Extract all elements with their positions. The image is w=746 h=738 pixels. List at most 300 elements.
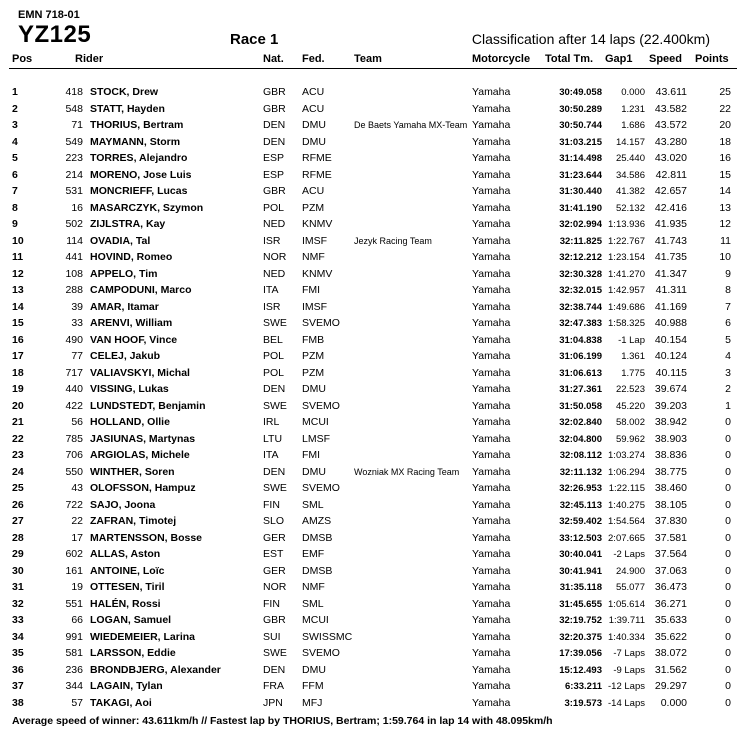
table-row: [9, 235, 737, 251]
rider-cell: ANTOINE, Loïc: [90, 564, 165, 577]
number-cell: 422: [65, 399, 83, 412]
speed-cell: 42.657: [654, 185, 687, 197]
motorcycle-cell: Yamaha: [472, 119, 511, 131]
nat-cell: SLO: [263, 515, 285, 527]
number-cell: 71: [71, 119, 83, 131]
motorcycle-cell: Yamaha: [472, 548, 511, 560]
total-time-cell: 32:47.383: [559, 318, 602, 329]
speed-cell: 37.581: [654, 531, 687, 544]
pos-cell: 6: [12, 168, 18, 181]
col-fed: Fed.: [302, 53, 325, 65]
number-cell: 57: [71, 696, 83, 709]
pos-cell: 17: [12, 350, 24, 362]
motorcycle-cell: Yamaha: [472, 383, 511, 395]
gap-cell: 1:03.274: [608, 450, 645, 461]
fed-cell: FMB: [302, 333, 325, 346]
nat-cell: FRA: [263, 680, 284, 692]
nat-cell: SUI: [263, 630, 281, 643]
fed-cell: MCUI: [302, 614, 329, 626]
total-time-cell: 31:06.199: [559, 351, 602, 362]
nat-cell: SWE: [263, 399, 287, 412]
motorcycle-cell: Yamaha: [472, 432, 511, 445]
gap-cell: 1:39.711: [608, 615, 645, 626]
gap-cell: 1:49.686: [608, 301, 645, 313]
speed-cell: 38.105: [654, 498, 687, 511]
points-cell: 0: [725, 696, 731, 709]
speed-cell: 43.020: [654, 152, 687, 164]
speed-cell: 41.935: [654, 218, 687, 230]
nat-cell: ITA: [263, 449, 279, 461]
total-time-cell: 32:26.953: [559, 483, 602, 494]
speed-cell: 37.564: [654, 548, 687, 560]
rider-cell: VISSING, Lukas: [90, 383, 169, 395]
points-cell: 0: [725, 597, 731, 610]
gap-cell: -2 Laps: [613, 549, 645, 560]
motorcycle-cell: Yamaha: [472, 614, 511, 626]
table-row: [9, 499, 737, 515]
pos-cell: 14: [12, 300, 24, 313]
points-cell: 0: [725, 663, 731, 676]
fed-cell: RFME: [302, 152, 332, 164]
classification-subtitle: Classification after 14 laps (22.400km): [471, 31, 710, 47]
rider-cell: APPELO, Tim: [90, 267, 158, 280]
speed-cell: 39.674: [654, 383, 687, 395]
speed-cell: 41.311: [655, 284, 687, 296]
number-cell: 991: [65, 630, 83, 643]
event-code: EMN 718-01: [18, 9, 80, 21]
points-cell: 2: [725, 383, 731, 395]
nat-cell: ISR: [263, 234, 281, 247]
total-time-cell: 30:40.041: [559, 549, 602, 560]
motorcycle-cell: Yamaha: [472, 317, 511, 329]
points-cell: 25: [719, 86, 731, 98]
nat-cell: NED: [263, 218, 286, 230]
points-cell: 0: [725, 465, 731, 478]
nat-cell: DEN: [263, 119, 286, 131]
pos-cell: 27: [12, 515, 24, 527]
gap-cell: 22.523: [615, 384, 645, 395]
table-row: [9, 449, 737, 465]
gap-cell: 1:22.767: [608, 235, 645, 247]
pos-cell: 1: [12, 86, 18, 98]
pos-cell: 21: [12, 416, 24, 428]
total-time-cell: 32:08.112: [559, 450, 602, 461]
speed-cell: 38.903: [654, 432, 687, 445]
pos-cell: 20: [12, 399, 24, 412]
nat-cell: NOR: [263, 581, 287, 593]
pos-cell: 5: [12, 152, 18, 164]
total-time-cell: 31:03.215: [559, 136, 602, 148]
total-time-cell: 32:45.113: [559, 499, 602, 511]
points-cell: 0: [725, 531, 731, 544]
pos-cell: 34: [12, 630, 24, 643]
table-row: [9, 647, 737, 663]
motorcycle-cell: Yamaha: [472, 366, 511, 379]
table-row: [9, 680, 737, 696]
rider-cell: TORRES, Alejandro: [90, 152, 188, 164]
rider-cell: MONCRIEFF, Lucas: [90, 185, 188, 197]
speed-cell: 35.633: [654, 614, 687, 626]
points-cell: 6: [725, 317, 731, 329]
number-cell: 550: [65, 465, 83, 478]
total-time-cell: 32:32.015: [559, 285, 602, 296]
gap-cell: 1.775: [621, 367, 645, 379]
nat-cell: BEL: [263, 333, 283, 346]
number-cell: 549: [65, 135, 83, 148]
pos-cell: 2: [12, 102, 18, 115]
table-row: [9, 185, 737, 201]
speed-cell: 38.942: [654, 416, 687, 428]
gap-cell: 52.132: [615, 202, 645, 214]
rider-cell: OLOFSSON, Hampuz: [90, 482, 196, 494]
gap-cell: 1.361: [621, 351, 645, 362]
points-cell: 4: [725, 350, 731, 362]
table-row: [9, 383, 737, 399]
motorcycle-cell: Yamaha: [472, 630, 511, 643]
rider-cell: HALÉN, Rossi: [90, 597, 161, 610]
number-cell: 531: [65, 185, 83, 197]
motorcycle-cell: Yamaha: [472, 597, 511, 610]
speed-cell: 43.280: [654, 135, 687, 148]
number-cell: 214: [65, 168, 83, 181]
table-row: [9, 614, 737, 630]
gap-cell: 1.231: [621, 103, 645, 115]
nat-cell: LTU: [263, 432, 283, 445]
number-cell: 17: [71, 531, 83, 544]
total-time-cell: 32:04.800: [559, 433, 602, 445]
table-row: [9, 482, 737, 498]
fed-cell: DMSB: [302, 564, 333, 577]
motorcycle-cell: Yamaha: [472, 564, 511, 577]
gap-cell: 1:23.154: [608, 252, 645, 263]
total-time-cell: 30:41.941: [559, 565, 602, 577]
points-cell: 0: [725, 449, 731, 461]
speed-cell: 37.063: [654, 564, 687, 577]
motorcycle-cell: Yamaha: [472, 449, 511, 461]
pos-cell: 28: [12, 531, 24, 544]
table-row: [9, 466, 737, 482]
gap-cell: 41.382: [615, 186, 645, 197]
motorcycle-cell: Yamaha: [472, 482, 511, 494]
total-time-cell: 32:59.402: [559, 516, 602, 527]
pos-cell: 4: [12, 135, 18, 148]
gap-cell: 45.220: [615, 400, 645, 412]
fed-cell: FMI: [302, 449, 321, 461]
points-cell: 22: [719, 102, 731, 115]
fed-cell: NMF: [302, 581, 325, 593]
pos-cell: 22: [12, 432, 24, 445]
speed-cell: 41.735: [654, 251, 687, 263]
fed-cell: AMZS: [302, 515, 332, 527]
points-cell: 0: [725, 482, 731, 494]
total-time-cell: 31:23.644: [559, 169, 602, 181]
table-row: [9, 284, 737, 300]
pos-cell: 13: [12, 284, 24, 296]
total-time-cell: 32:11.132: [559, 466, 602, 478]
table-row: [9, 301, 737, 317]
fed-cell: ACU: [302, 86, 325, 98]
total-time-cell: 3:19.573: [564, 697, 602, 709]
nat-cell: SWE: [263, 647, 287, 659]
rider-cell: ZAFRAN, Timotej: [90, 515, 177, 527]
speed-cell: 41.169: [654, 300, 687, 313]
rider-cell: HOVIND, Romeo: [90, 251, 173, 263]
nat-cell: NED: [263, 267, 286, 280]
rider-cell: STOCK, Drew: [90, 86, 159, 98]
fed-cell: NMF: [302, 251, 325, 263]
motorcycle-cell: Yamaha: [472, 498, 511, 511]
speed-cell: 42.811: [655, 168, 687, 181]
table-row: [9, 218, 737, 234]
nat-cell: POL: [263, 201, 285, 214]
nat-cell: SWE: [263, 317, 287, 329]
points-cell: 0: [725, 680, 731, 692]
number-cell: 602: [65, 548, 83, 560]
gap-cell: 1:42.957: [608, 285, 645, 296]
rider-cell: LAGAIN, Tylan: [90, 680, 163, 692]
number-cell: 161: [65, 564, 83, 577]
table-row: [9, 350, 737, 366]
gap-cell: 24.900: [615, 565, 645, 577]
motorcycle-cell: Yamaha: [472, 300, 511, 313]
speed-cell: 36.271: [654, 597, 687, 610]
points-cell: 0: [725, 515, 731, 527]
rider-cell: ARGIOLAS, Michele: [90, 449, 190, 461]
total-time-cell: 31:50.058: [559, 400, 602, 412]
fed-cell: KNMV: [302, 218, 333, 230]
nat-cell: ITA: [263, 284, 279, 296]
gap-cell: 59.962: [615, 433, 645, 445]
motorcycle-cell: Yamaha: [472, 333, 511, 346]
points-cell: 11: [720, 234, 731, 247]
rider-cell: WINTHER, Soren: [90, 465, 175, 478]
table-row: [9, 251, 737, 267]
pos-cell: 12: [12, 267, 24, 280]
col-gap: Gap1: [605, 53, 633, 65]
motorcycle-cell: Yamaha: [472, 416, 511, 428]
rider-cell: LOGAN, Samuel: [90, 614, 172, 626]
rider-cell: ZIJLSTRA, Kay: [90, 218, 166, 230]
number-cell: 108: [65, 267, 83, 280]
pos-cell: 35: [12, 647, 24, 659]
col-motorcycle: Motorcycle: [472, 53, 531, 65]
points-cell: 0: [725, 432, 731, 445]
points-cell: 20: [719, 119, 731, 131]
motorcycle-cell: Yamaha: [472, 218, 511, 230]
rider-cell: THORIUS, Bertram: [90, 119, 184, 131]
pos-cell: 11: [12, 251, 24, 263]
gap-cell: 25.440: [615, 153, 645, 164]
fed-cell: IMSF: [302, 300, 328, 313]
rider-cell: WIEDEMEIER, Larina: [90, 630, 196, 643]
table-row: [9, 334, 737, 350]
race-title: Race 1: [230, 31, 279, 48]
rider-cell: JASIUNAS, Martynas: [90, 432, 196, 445]
col-team: Team: [354, 53, 382, 65]
number-cell: 440: [65, 383, 83, 395]
total-time-cell: 31:41.190: [559, 202, 602, 214]
table-row: [9, 119, 737, 135]
total-time-cell: 30:50.744: [559, 120, 602, 131]
number-cell: 548: [65, 102, 83, 115]
number-cell: 66: [71, 614, 83, 626]
fed-cell: EMF: [302, 548, 325, 560]
table-row: [9, 598, 737, 614]
number-cell: 39: [71, 300, 83, 313]
total-time-cell: 31:06.613: [559, 367, 602, 379]
points-cell: 13: [719, 201, 731, 214]
motorcycle-cell: Yamaha: [472, 531, 511, 544]
motorcycle-cell: Yamaha: [472, 350, 511, 362]
motorcycle-cell: Yamaha: [472, 284, 511, 296]
fed-cell: SWISSMC: [302, 630, 353, 643]
number-cell: 43: [71, 482, 83, 494]
table-row: [9, 169, 737, 185]
number-cell: 77: [71, 350, 83, 362]
motorcycle-cell: Yamaha: [472, 647, 511, 659]
total-time-cell: 31:30.440: [559, 186, 602, 197]
nat-cell: FIN: [263, 597, 280, 610]
pos-cell: 8: [12, 201, 18, 214]
rider-cell: CAMPODUNI, Marco: [90, 284, 192, 296]
points-cell: 14: [719, 185, 731, 197]
motorcycle-cell: Yamaha: [472, 152, 511, 164]
gap-cell: -1 Lap: [618, 334, 645, 346]
nat-cell: POL: [263, 350, 285, 362]
rider-cell: AMAR, Itamar: [90, 300, 159, 313]
points-cell: 18: [719, 135, 731, 148]
speed-cell: 35.622: [654, 630, 687, 643]
motorcycle-cell: Yamaha: [472, 515, 511, 527]
fed-cell: PZM: [302, 201, 325, 214]
table-row: [9, 697, 737, 713]
gap-cell: 1:54.564: [608, 516, 645, 527]
motorcycle-cell: Yamaha: [472, 267, 511, 280]
motorcycle-cell: Yamaha: [472, 680, 511, 692]
total-time-cell: 32:02.840: [559, 417, 602, 428]
rider-cell: OVADIA, Tal: [90, 234, 151, 247]
table-row: [9, 548, 737, 564]
points-cell: 0: [725, 564, 731, 577]
number-cell: 785: [65, 432, 83, 445]
table-row: [9, 565, 737, 581]
fed-cell: DMSB: [302, 531, 333, 544]
nat-cell: GBR: [263, 614, 286, 626]
motorcycle-cell: Yamaha: [472, 185, 511, 197]
total-time-cell: 32:30.328: [559, 268, 602, 280]
gap-cell: 34.586: [615, 169, 645, 181]
fed-cell: FMI: [302, 284, 321, 296]
pos-cell: 31: [12, 581, 24, 593]
total-time-cell: 32:20.375: [559, 631, 602, 643]
total-time-cell: 31:14.498: [559, 153, 602, 164]
pos-cell: 38: [12, 696, 24, 709]
table-row: [9, 103, 737, 119]
nat-cell: IRL: [263, 416, 280, 428]
rider-cell: HOLLAND, Ollie: [90, 416, 170, 428]
table-row: [9, 664, 737, 680]
total-time-cell: 33:12.503: [559, 532, 602, 544]
rider-cell: TAKAGI, Aoi: [90, 696, 152, 709]
rider-cell: VAN HOOF, Vince: [90, 333, 178, 346]
speed-cell: 41.347: [654, 267, 687, 280]
table-row: [9, 202, 737, 218]
pos-cell: 36: [12, 663, 24, 676]
nat-cell: ISR: [263, 300, 281, 313]
nat-cell: GER: [263, 564, 286, 577]
number-cell: 114: [66, 234, 83, 247]
number-cell: 56: [71, 416, 83, 428]
points-cell: 9: [725, 267, 731, 280]
motorcycle-cell: Yamaha: [472, 696, 511, 709]
speed-cell: 38.836: [654, 449, 687, 461]
nat-cell: DEN: [263, 663, 286, 676]
total-time-cell: 31:35.118: [559, 582, 602, 593]
pos-cell: 29: [12, 548, 24, 560]
table-row: [9, 152, 737, 168]
fed-cell: DMU: [302, 465, 326, 478]
fed-cell: DMU: [302, 119, 326, 131]
gap-cell: -9 Laps: [613, 664, 645, 676]
total-time-cell: 30:50.289: [559, 103, 602, 115]
pos-cell: 15: [12, 317, 24, 329]
number-cell: 502: [65, 218, 83, 230]
speed-cell: 40.115: [655, 366, 687, 379]
motorcycle-cell: Yamaha: [472, 663, 511, 676]
class-title: YZ125: [18, 21, 92, 48]
fed-cell: SVEMO: [302, 482, 340, 494]
motorcycle-cell: Yamaha: [472, 581, 511, 593]
col-nat: Nat.: [263, 53, 284, 65]
nat-cell: GBR: [263, 102, 286, 115]
table-row: [9, 367, 737, 383]
points-cell: 1: [725, 399, 731, 412]
gap-cell: 55.077: [615, 582, 645, 593]
fed-cell: DMU: [302, 663, 326, 676]
gap-cell: -14 Laps: [608, 697, 645, 709]
rider-cell: MARTENSSON, Bosse: [90, 531, 203, 544]
nat-cell: NOR: [263, 251, 287, 263]
table-row: [9, 268, 737, 284]
fed-cell: ACU: [302, 102, 325, 115]
pos-cell: 33: [12, 614, 24, 626]
fed-cell: PZM: [302, 350, 325, 362]
table-row: [9, 515, 737, 531]
nat-cell: DEN: [263, 383, 286, 395]
fed-cell: PZM: [302, 366, 325, 379]
pos-cell: 32: [12, 597, 24, 610]
motorcycle-cell: Yamaha: [472, 168, 511, 181]
points-cell: 0: [725, 614, 731, 626]
rider-cell: CELEJ, Jakub: [90, 350, 161, 362]
points-cell: 12: [719, 218, 731, 230]
rider-cell: BRONDBJERG, Alexander: [90, 663, 221, 676]
number-cell: 490: [65, 333, 83, 346]
number-cell: 344: [65, 680, 83, 692]
gap-cell: 1:06.294: [608, 466, 645, 478]
motorcycle-cell: Yamaha: [472, 86, 511, 98]
gap-cell: 1:41.270: [608, 268, 645, 280]
points-cell: 0: [725, 498, 731, 511]
fed-cell: LMSF: [302, 432, 331, 445]
nat-cell: JPN: [263, 696, 283, 709]
points-cell: 3: [725, 366, 731, 379]
number-cell: 706: [65, 449, 83, 461]
rider-cell: ARENVI, William: [90, 317, 173, 329]
gap-cell: 2:07.665: [608, 532, 645, 544]
gap-cell: 1:22.115: [608, 483, 645, 494]
fed-cell: DMU: [302, 383, 326, 395]
